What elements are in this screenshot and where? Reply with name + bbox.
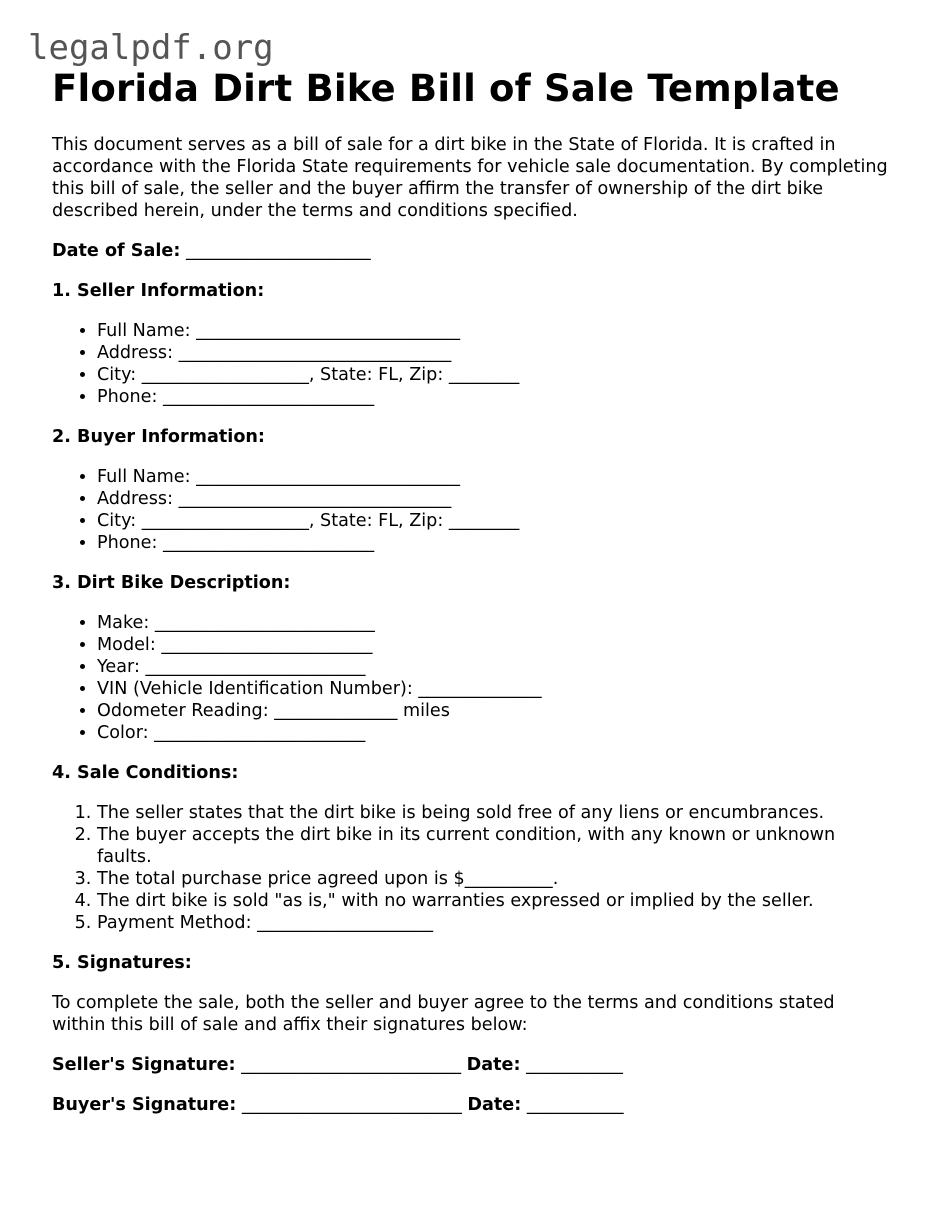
- conditions-section-heading: 4. Sale Conditions:: [52, 763, 239, 783]
- list-item: • Color: ________________________: [97, 722, 892, 744]
- list-item: • Address: _______________________________: [97, 342, 892, 364]
- signatures-section-heading: 5. Signatures:: [52, 953, 192, 973]
- seller-signature-label: Seller's Signature:: [52, 1055, 236, 1075]
- buyer-section-heading: 2. Buyer Information:: [52, 427, 265, 447]
- list-item: 5. Payment Method: ____________________: [97, 912, 892, 934]
- signatures-paragraph: To complete the sale, both the seller and buyer agree to the terms and conditions stated within this bill of sale and affix their signatures below:: [52, 993, 835, 1035]
- seller-date-label: Date:: [466, 1055, 521, 1075]
- list-item: • Make: _________________________: [97, 612, 892, 634]
- bike-section-heading: 3. Dirt Bike Description:: [52, 573, 291, 593]
- list-item: • Odometer Reading: ______________ miles: [97, 700, 892, 722]
- list-item: • Year: _________________________: [97, 656, 892, 678]
- intro-paragraph: This document serves as a bill of sale for a dirt bike in the State of Florida. It is crafted in accordance with the Florida State requirements for vehicle sale documentation. By completing this bill of sale, the seller and the buyer affirm the transfer of ownership of the dirt bike described herein, under the terms and conditions specified.: [52, 135, 888, 221]
- date-of-sale-blank: _____________________: [185, 241, 371, 261]
- list-item: • Phone: ________________________: [97, 386, 892, 408]
- list-item: • City: ___________________, State: FL, Zip: ________: [97, 364, 892, 386]
- seller-date-blank: ___________: [520, 1055, 623, 1075]
- list-item: • Full Name: ______________________________: [97, 320, 892, 342]
- list-item: 3. The total purchase price agreed upon is $__________.: [97, 868, 892, 890]
- buyer-signature-blank: _________________________: [236, 1095, 468, 1115]
- list-item: • Phone: ________________________: [97, 532, 892, 554]
- page-title: Florida Dirt Bike Bill of Sale Template: [52, 67, 840, 110]
- seller-section-heading: 1. Seller Information:: [52, 281, 265, 301]
- sale-conditions-list: [52, 802, 892, 934]
- list-item: • Full Name: ______________________________: [97, 466, 892, 488]
- bike-description-list: [52, 612, 892, 744]
- list-item: • VIN (Vehicle Identification Number): ______________: [97, 678, 892, 700]
- buyer-info-list: [52, 466, 892, 554]
- list-item: • Address: _______________________________: [97, 488, 892, 510]
- buyer-signature-label: Buyer's Signature:: [52, 1095, 237, 1115]
- watermark: legalpdf.org: [28, 28, 274, 68]
- seller-info-list: [52, 320, 892, 408]
- date-of-sale-line: [52, 240, 892, 262]
- list-item: • City: ___________________, State: FL, Zip: ________: [97, 510, 892, 532]
- list-item: 4. The dirt bike is sold "as is," with no warranties expressed or implied by the seller.: [97, 890, 892, 912]
- buyer-date-label: Date:: [467, 1095, 522, 1115]
- date-of-sale-label: Date of Sale:: [52, 241, 181, 261]
- list-item: 1. The seller states that the dirt bike is being sold free of any liens or encumbrances.: [97, 802, 892, 824]
- seller-signature-blank: _________________________: [235, 1055, 467, 1075]
- list-item: 2. The buyer accepts the dirt bike in its current condition, with any known or unknown faults.: [97, 824, 892, 868]
- buyer-signature-line: [52, 1094, 892, 1116]
- list-item: • Model: ________________________: [97, 634, 892, 656]
- document-body: [52, 66, 892, 1116]
- buyer-date-blank: ___________: [521, 1095, 624, 1115]
- seller-signature-line: [52, 1054, 892, 1076]
